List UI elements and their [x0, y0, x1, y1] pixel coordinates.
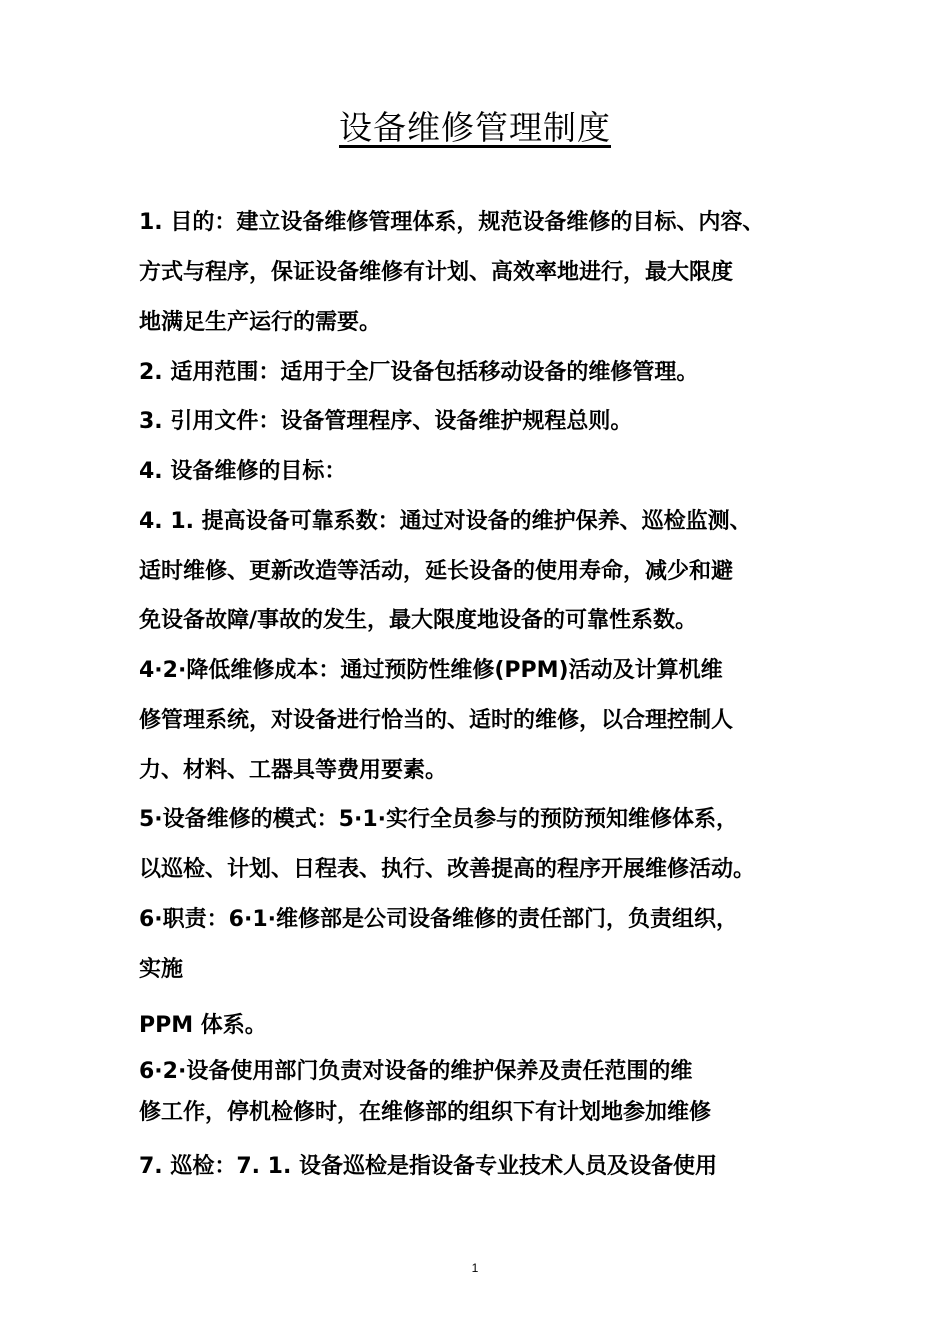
text-line: 修管理系统，对设备进行恰当的、适时的维修，以合理控制人: [139, 708, 734, 733]
text-line: 以巡检、计划、日程表、执行、改善提高的程序开展维修活动。: [139, 857, 756, 882]
text-line: 6·职责：6·1·维修部是公司设备维修的责任部门，负责组织，: [139, 907, 738, 932]
text-line: 6·2·设备使用部门负责对设备的维护保养及责任范围的维: [139, 1059, 693, 1084]
text-line: PPM 体系。: [139, 1013, 267, 1038]
text-line: 方式与程序，保证设备维修有计划、高效率地进行，最大限度: [139, 260, 734, 285]
text-line: 力、材料、工器具等费用要素。: [139, 758, 448, 783]
text-line: 4·2·降低维修成本：通过预防性维修(PPM)活动及计算机维: [139, 658, 723, 683]
text-line: 4. 1. 提高设备可靠系数：通过对设备的维护保养、巡检监测、: [139, 509, 752, 534]
text-line: 5·设备维修的模式：5·1·实行全员参与的预防预知维修体系，: [139, 807, 738, 832]
text-line: 3. 引用文件：设备管理程序、设备维护规程总则。: [139, 409, 633, 434]
text-line: 7. 巡检：7. 1. 设备巡检是指设备专业技术人员及设备使用: [139, 1154, 717, 1179]
text-line: 1. 目的：建立设备维修管理体系，规范设备维修的目标、内容、: [139, 210, 765, 235]
text-line: 2. 适用范围：适用于全厂设备包括移动设备的维修管理。: [139, 360, 699, 385]
page-title: 设备维修管理制度: [339, 108, 611, 147]
text-line: 修工作，停机检修时，在维修部的组织下有计划地参加维修: [139, 1100, 712, 1125]
text-line: 地满足生产运行的需要。: [139, 310, 382, 335]
text-line: 适时维修、更新改造等活动，延长设备的使用寿命，减少和避: [139, 559, 734, 584]
text-line: 实施: [139, 957, 184, 982]
page-number: 1: [471, 1261, 479, 1275]
text-line: 4. 设备维修的目标：: [139, 459, 347, 484]
text-line: 免设备故障/事故的发生，最大限度地设备的可靠性系数。: [139, 608, 698, 633]
